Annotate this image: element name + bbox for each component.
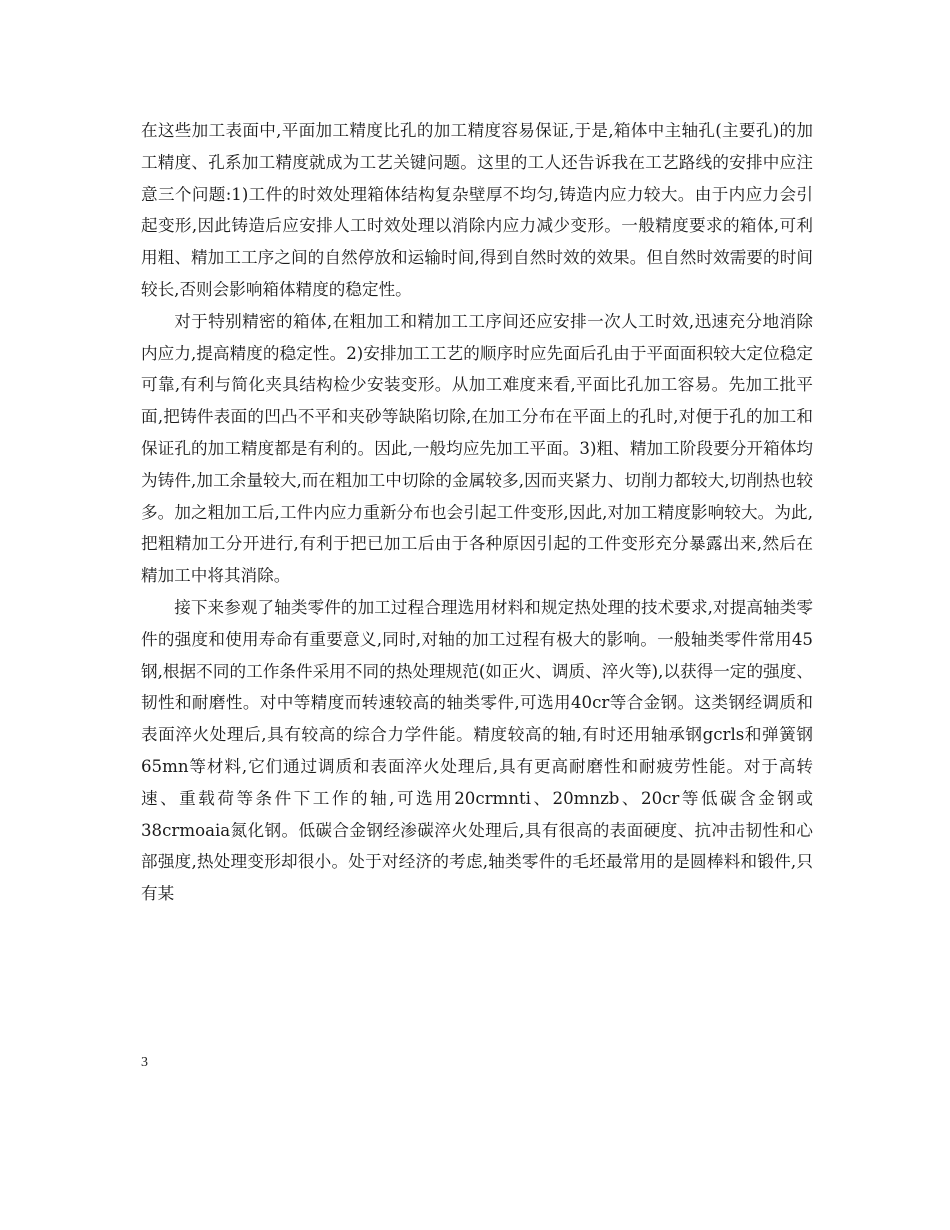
- paragraph-3: 接下来参观了轴类零件的加工过程合理选用材料和规定热处理的技术要求,对提高轴类零件的强度和使用寿命有重要意义,同时,对轴的加工过程有极大的影响。一般轴类零件常用45钢,根据不同的工作条件采用不同的热处理规范(如正火、调质、淬火等),以获得一定的强度、韧性和耐磨性。对中等精度而转速较高的轴类零件,可选用40cr等合金钢。这类钢经调质和表面淬火处理后,具有较高的综合力学件能。精度较高的轴,有时还用轴承钢gcrls和弹簧钢65mn等材料,它们通过调质和表面淬火处理后,具有更高耐磨性和耐疲劳性能。对于高转速、重载荷等条件下工作的轴,可选用20crmnti、20mnzb、20cr等低碳含金钢或38crmoaia氮化钢。低碳合金钢经渗碳淬火处理后,具有很高的表面硬度、抗冲击韧性和心部强度,热处理变形却很小。处于对经济的考虑,轴类零件的毛坯最常用的是圆棒料和锻件,只有某: [141, 597, 813, 904]
- document-body: [141, 115, 813, 910]
- paragraph-2: 对于特别精密的箱体,在粗加工和精加工工序间还应安排一次人工时效,迅速充分地消除内应力,提高精度的稳定性。2)安排加工工艺的顺序时应先面后孔由于平面面积较大定位稳定可靠,有利与简化夹具结构检少安装变形。从加工难度来看,平面比孔加工容易。先加工批平面,把铸件表面的凹凸不平和夹砂等缺陷切除,在加工分布在平面上的孔时,对便于孔的加工和保证孔的加工精度都是有利的。因此,一般均应先加工平面。3)粗、精加工阶段要分开箱体均为铸件,加工余量较大,而在粗加工中切除的金属较多,因而夹紧力、切削力都较大,切削热也较多。加之粗加工后,工件内应力重新分布也会引起工件变形,因此,对加工精度影响较大。为此,把粗精加工分开进行,有利于把已加工后由于各种原因引起的工件变形充分暴露出来,然后在精加工中将其消除。: [141, 311, 813, 586]
- paragraph-1: 在这些加工表面中,平面加工精度比孔的加工精度容易保证,于是,箱体中主轴孔(主要孔)的加工精度、孔系加工精度就成为工艺关键问题。这里的工人还告诉我在工艺路线的安排中应注意三个问题:1)工件的时效处理箱体结构复杂壁厚不均匀,铸造内应力较大。由于内应力会引起变形,因此铸造后应安排人工时效处理以消除内应力减少变形。一般精度要求的箱体,可利用粗、精加工工序之间的自然停放和运输时间,得到自然时效的效果。但自然时效需要的时间较长,否则会影响箱体精度的稳定性。: [141, 121, 813, 299]
- page-number: 3: [141, 1055, 148, 1070]
